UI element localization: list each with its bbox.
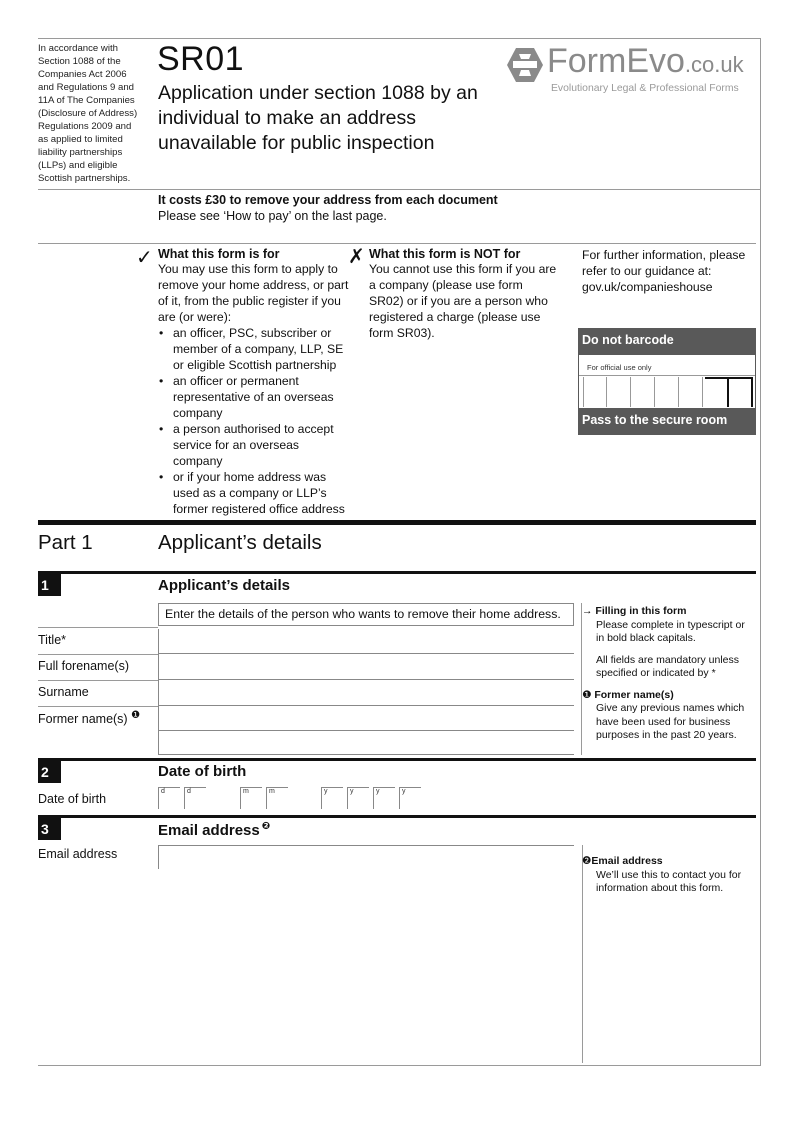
row-divider xyxy=(38,654,158,655)
mandatory-text: All fields are mandatory unless specified or indicated by * xyxy=(596,653,739,679)
email-note-heading: Email address xyxy=(591,855,663,867)
former-name-text: Former name(s) xyxy=(38,712,128,727)
dob-day-1[interactable] xyxy=(158,787,180,809)
what-for-heading: What this form is for xyxy=(158,247,280,261)
official-cell xyxy=(607,377,631,407)
former-name-field[interactable] xyxy=(158,706,574,731)
dob-box-label: y xyxy=(402,788,406,795)
title-field[interactable] xyxy=(158,629,574,654)
dob-box-label: y xyxy=(324,788,328,795)
section-3-number: 3 xyxy=(38,818,61,840)
section-3-title xyxy=(158,821,270,839)
dob-year-1[interactable] xyxy=(321,787,343,809)
not-for-column xyxy=(369,247,559,341)
row-divider xyxy=(38,680,158,681)
row-divider xyxy=(38,627,158,628)
official-cell xyxy=(729,377,753,407)
former-name-label xyxy=(38,710,140,726)
filling-note xyxy=(582,605,752,743)
section-1-title: Applicant’s details xyxy=(158,577,290,594)
official-cell xyxy=(631,377,655,407)
dob-month-2[interactable] xyxy=(266,787,288,809)
former-note-text: Give any previous names which have been used for business purposes in the past 20 years. xyxy=(596,702,745,741)
surname-label: Surname xyxy=(38,685,89,699)
logo-wordmark xyxy=(547,42,744,81)
official-cell xyxy=(655,377,679,407)
forenames-label: Full forename(s) xyxy=(38,659,129,673)
dob-box-label: y xyxy=(376,788,380,795)
form-code: SR01 xyxy=(157,40,245,78)
legal-reference: In accordance with Section 1088 of the Companies Act 2006 and Regulations 9 and 11A of The Companies (Disclosure of Address) Regulations 2009 and as applied to limited liability partnerships (LLPs) and eligible Scottish partnerships. xyxy=(38,43,138,184)
what-for-list xyxy=(158,325,350,517)
logo-tagline: Evolutionary Legal & Professional Forms xyxy=(551,83,739,94)
email-note-text: We’ll use this to contact you for information about this form. xyxy=(596,868,742,894)
section-1-bar xyxy=(38,571,756,574)
dob-year-4[interactable] xyxy=(399,787,421,809)
section-3-title-text: Email address xyxy=(158,822,260,839)
row-divider xyxy=(38,706,158,707)
right-border xyxy=(760,38,761,1066)
dob-box-label: m xyxy=(269,788,275,795)
section-1-number: 1 xyxy=(38,574,61,596)
what-for-column xyxy=(158,247,350,517)
do-not-barcode-label: Do not barcode xyxy=(578,328,756,355)
official-use-box xyxy=(578,328,756,435)
intro-divider xyxy=(38,243,756,244)
list-item: • an officer or permanent representative of an overseas company xyxy=(158,373,350,421)
section-3-bar xyxy=(38,815,756,818)
former-note-heading-row xyxy=(582,689,752,703)
cross-icon: ✗ xyxy=(348,246,365,268)
check-icon: ✓ xyxy=(136,247,153,269)
how-to-pay-note: Please see ‘How to pay’ on the last page. xyxy=(158,209,387,223)
secure-room-label: Pass to the secure room xyxy=(578,408,756,435)
list-item: • an officer, PSC, subscriber or member of a company, LLP, SE or eligible Scottish partnership xyxy=(158,325,350,373)
note-1-marker: ❶ xyxy=(131,710,141,721)
top-border xyxy=(38,38,760,39)
logo-brand: FormEvo xyxy=(547,42,685,80)
bottom-border xyxy=(38,1065,760,1066)
email-field[interactable] xyxy=(158,845,574,869)
dob-box-label: d xyxy=(161,788,165,795)
what-for-intro: You may use this form to apply to remove your home address, or part of it, from the public register if you are (or were): xyxy=(158,262,349,324)
section-2-bar xyxy=(38,758,756,761)
note-1-marker: ❶ xyxy=(582,688,592,701)
filling-text: Please complete in typescript or in bold black capitals. xyxy=(596,618,745,644)
dob-box-label: m xyxy=(243,788,249,795)
note-2-marker: ❷ xyxy=(261,821,271,832)
former-note-heading: Former name(s) xyxy=(594,688,674,701)
arrow-icon: → xyxy=(582,605,593,617)
section-2-number: 2 xyxy=(38,761,61,783)
title-label: Title* xyxy=(38,633,67,647)
official-cell xyxy=(679,377,703,407)
part-title: Applicant’s details xyxy=(158,531,322,554)
email-note xyxy=(582,855,752,896)
dob-box-label: y xyxy=(350,788,354,795)
further-info: For further information, please refer to our guidance at: gov.uk/companieshouse xyxy=(582,248,746,294)
email-top-line xyxy=(158,845,574,846)
part-divider xyxy=(38,520,756,525)
not-for-text: You cannot use this form if you are a company (please use form SR02) or if you are a person who registered a charge (please use form SR03). xyxy=(369,262,557,340)
surname-field[interactable] xyxy=(158,680,574,706)
logo-tld: .co.uk xyxy=(684,52,744,77)
part-label: Part 1 xyxy=(38,531,93,554)
section-2-title: Date of birth xyxy=(158,763,247,780)
dob-label: Date of birth xyxy=(38,792,107,806)
official-cell xyxy=(705,377,729,407)
list-item: • or if your home address was used as a company or LLP’s former registered office address xyxy=(158,469,350,517)
dob-year-2[interactable] xyxy=(347,787,369,809)
dob-year-3[interactable] xyxy=(373,787,395,809)
email-label: Email address xyxy=(38,847,118,861)
cost-headline: It costs £30 to remove your address from each document xyxy=(158,193,498,207)
not-for-heading: What this form is NOT for xyxy=(369,247,521,261)
official-divider xyxy=(579,375,755,376)
filling-heading: Filling in this form xyxy=(595,605,687,617)
forenames-field[interactable] xyxy=(158,654,574,680)
official-use-label: For official use only xyxy=(587,363,652,372)
official-cell xyxy=(583,377,607,407)
list-item: • a person authorised to accept service for an overseas company xyxy=(158,421,350,469)
former-name-field-2[interactable] xyxy=(158,731,574,755)
hexagon-logo-icon xyxy=(505,46,545,86)
official-use-area xyxy=(578,355,756,408)
dob-box-label: d xyxy=(187,788,191,795)
form-title: Application under section 1088 by an individual to make an address unavailable for public inspection xyxy=(158,82,478,154)
section-1-instruction: Enter the details of the person who wants to remove their home address. xyxy=(158,603,574,626)
dob-month-1[interactable] xyxy=(240,787,262,809)
dob-day-2[interactable] xyxy=(184,787,206,809)
note-2-marker: ❷ xyxy=(582,855,592,867)
formevo-logo xyxy=(505,42,757,98)
email-note-heading-row xyxy=(582,855,752,869)
header-divider xyxy=(38,189,760,190)
